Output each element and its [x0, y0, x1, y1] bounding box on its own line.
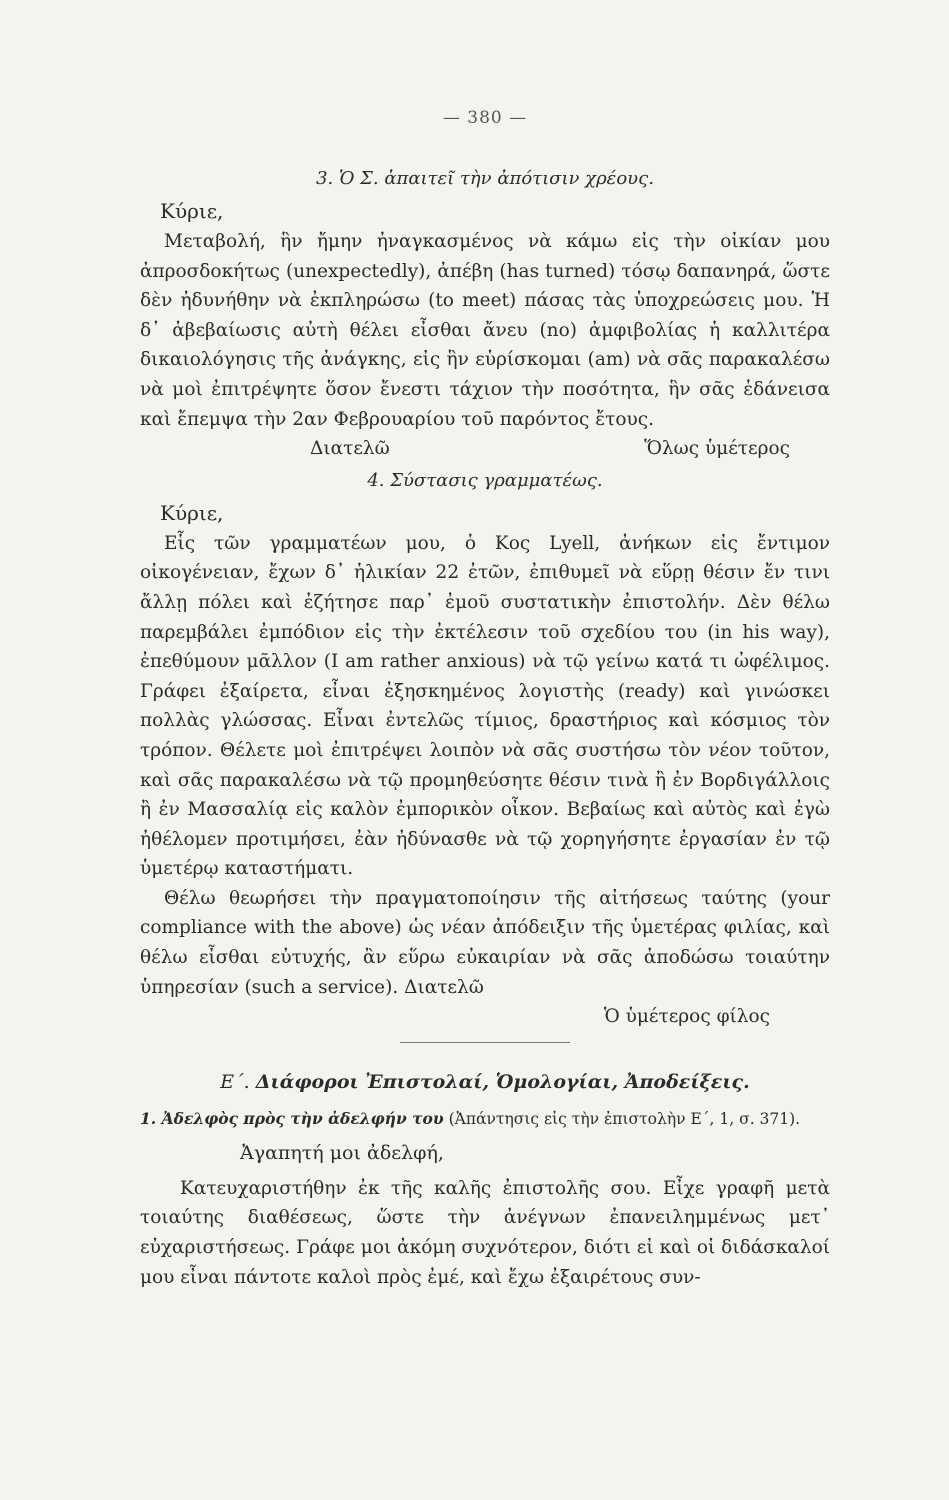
letter-4-body: Εἷς τῶν γραμματέων μου, ὁ Κος Lyell, ἀνήκων εἰς ἔντιμον οἰκογένειαν, ἔχων δ᾽ ἡλικίαν 22 ἐτῶν, ἐπιθυμεῖ νὰ εὕρῃ θέσιν ἔν τινι ἄλλῃ πόλει καὶ ἐζήτησε παρ᾽ ἐμοῦ συστατικὴν ἐπιστολήν. Δὲν θέλω παρεμβάλει ἐμπόδιον εἰς τὴν ἐκτέλεσιν τοῦ σχεδίου του (in his way), ἐπεθύμουν μᾶλλον (I am rather anxious) νὰ τῷ γείνω κατά τι ὠφέλιμος. Γράφει ἐξαίρετα, εἶναι ἐξησκημένος λογιστὴς (ready) καὶ γινώσκει πολλὰς γλώσσας. Εἶναι ἐντελῶς τίμιος, δραστήριος καὶ κόσμιος τὸν τρόπον. Θέλετε μοὶ ἐπιτρέψει λοιπὸν νὰ σᾶς συστήσω τὸν νέον τοῦτον, καὶ σᾶς παρακαλέσω νὰ τῷ προμηθεύσητε θέσιν τινὰ ἢ ἐν Βορδιγάλλοις ἢ ἐν Μασσαλίᾳ εἰς καλὸν ἐμπορικὸν οἶκον. Βεβαίως καὶ αὐτὸς καὶ ἐγὼ ἠθέλομεν προτιμήσει, ἐὰν ἠδύνασθε νὰ τῷ χορηγήσητε ἐργασίαν ἐν τῷ ὑμετέρῳ καταστήματι.	[140, 532, 830, 880]
section-title-main: Διάφοροι Ἐπιστολαί, Ὁμολογίαι, Ἀποδείξεις.	[255, 1070, 750, 1093]
letter-3-closing-left: Διατελῶ	[310, 438, 390, 460]
letter-4-salutation: Κύριε,	[160, 500, 224, 525]
book-page	[140, 108, 830, 1292]
page-number: — 380 —	[442, 108, 528, 128]
section-divider	[400, 1042, 570, 1043]
letter-4-body-2: Θέλω θεωρήσει τὴν πραγματοποίησιν τῆς αἰτήσεως ταύτης (your compliance with the above) ὡς νέαν ἀπόδειξιν τῆς ὑμετέρας φιλίας, καὶ θέλω εἶσθαι εὐτυχής, ἂν εὕρω εὐκαιρίαν νὰ σᾶς ἀποδώσω τοιαύτην ὑπηρεσίαν (such a service). Διατελῶ	[140, 887, 830, 998]
letter-1-salutation: Ἀγαπητή μοι ἀδελφή,	[240, 1141, 444, 1164]
letter-3	[140, 168, 830, 464]
letter-4-closing: Ὁ ὑμέτερος φίλος	[603, 1006, 770, 1028]
letter-3-closing-right: Ὅλως ὑμέτερος	[644, 438, 790, 460]
letter-3-body: Μεταβολή, ἣν ἤμην ἠναγκασμένος νὰ κάμω εἰς τὴν οἰκίαν μου ἀπροσδοκήτως (unexpectedly), ἀπέβη (has turned) τόσῳ δαπανηρά, ὥστε δὲν ἠδυνήθην νὰ ἐκπληρώσω (to meet) πάσας τὰς ὑποχρεώσεις μου. Ἡ δ᾽ ἀβεβαίωσις αὐτὴ θέλει εἶσθαι ἄνευ (no) ἀμφιβολίας ἡ καλλιτέρα δικαιολόγησις τῆς ἀνάγκης, εἰς ἣν εὑρίσκομαι (am) νὰ σᾶς παρακαλέσω νὰ μοὶ ἐπιτρέψητε ὅσον ἔνεστι τάχιον τὴν ποσότητα, ἣν σᾶς ἐδάνεισα καὶ ἔπεμψα τὴν 2αν Φεβρουαρίου τοῦ παρόντος ἔτους.	[140, 231, 830, 430]
section-title	[140, 1071, 830, 1093]
letter-3-closing	[140, 434, 830, 464]
letter-3-salutation: Κύριε,	[160, 199, 224, 223]
letter-4	[140, 470, 830, 1032]
letter-1-title-bold: 1. Ἀδελφὸς πρὸς τὴν ἀδελφήν του	[140, 1108, 444, 1128]
letter-3-title: 3. Ὁ Σ. ἀπαιτεῖ τὴν ἀπότισιν χρέους.	[316, 168, 654, 189]
letter-1	[140, 1109, 830, 1292]
letter-1-title-rest: (Ἀπάντησις εἰς τὴν ἐπιστολὴν Ε΄, 1, σ. 371).	[448, 1109, 801, 1128]
letter-1-body: Κατευχαριστήθην ἐκ τῆς καλῆς ἐπιστολῆς σου. Εἶχε γραφῆ μετὰ τοιαύτης διαθέσεως, ὥστε τὴν ἀνέγνων ἐπανειλημμένως μετ᾽ εὐχαριστήσεως. Γράφε μοι ἀκόμη συχνότερον, διότι εἰ καὶ οἱ διδάσκαλοί μου εἶναι πάντοτε καλοὶ πρὸς ἐμέ, καὶ ἔχω ἐξαιρέτους συν-	[140, 1177, 830, 1288]
section-title-prefix: Ε΄.	[220, 1070, 250, 1093]
letter-1-title	[140, 1109, 830, 1128]
letter-4-title: 4. Σύστασις γραμματέως.	[367, 469, 603, 491]
